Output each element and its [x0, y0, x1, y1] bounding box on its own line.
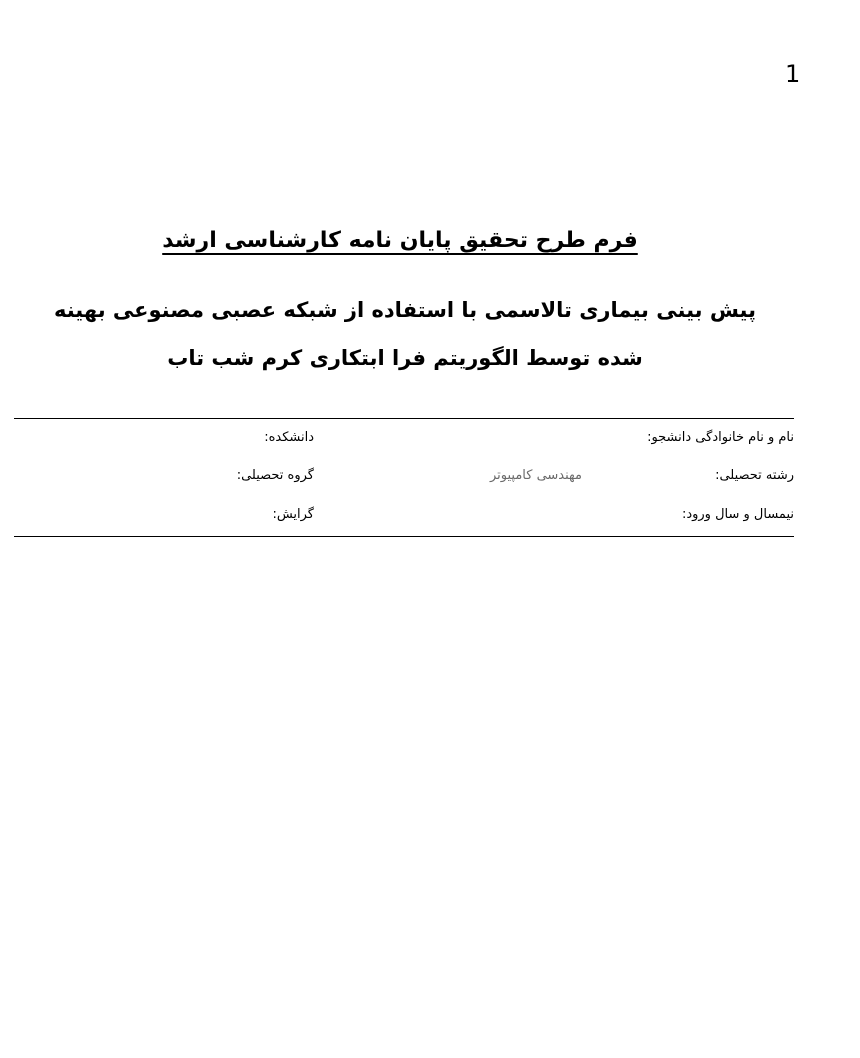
- form-title-text: فرم طرح تحقیق پایان نامه کارشناسی ارشد: [162, 228, 638, 253]
- field-of-study-value: مهندسی کامپیوتر: [489, 468, 582, 483]
- student-info-section: [14, 418, 794, 537]
- field-of-study-label: رشته تحصیلی:: [715, 468, 794, 483]
- info-row-student-name: [14, 430, 794, 454]
- info-row-field-of-study: [14, 468, 794, 492]
- page-number: 1: [785, 60, 801, 88]
- faculty-label: دانشکده:: [264, 430, 314, 445]
- thesis-title: پیش بینی بیماری تالاسمی با استفاده از شبکه عصبی مصنوعی بهینه شده توسط الگوریتم فرا ابتکاری کرم شب تاب: [53, 298, 756, 370]
- info-row-entry-semester: [14, 507, 794, 531]
- student-name-label: نام و نام خانوادگی دانشجو:: [647, 430, 794, 445]
- entry-semester-label: نیمسال و سال ورود:: [681, 507, 794, 522]
- form-title: [0, 228, 800, 253]
- department-label: گروه تحصیلی:: [236, 468, 314, 483]
- specialization-label: گرایش:: [272, 507, 314, 522]
